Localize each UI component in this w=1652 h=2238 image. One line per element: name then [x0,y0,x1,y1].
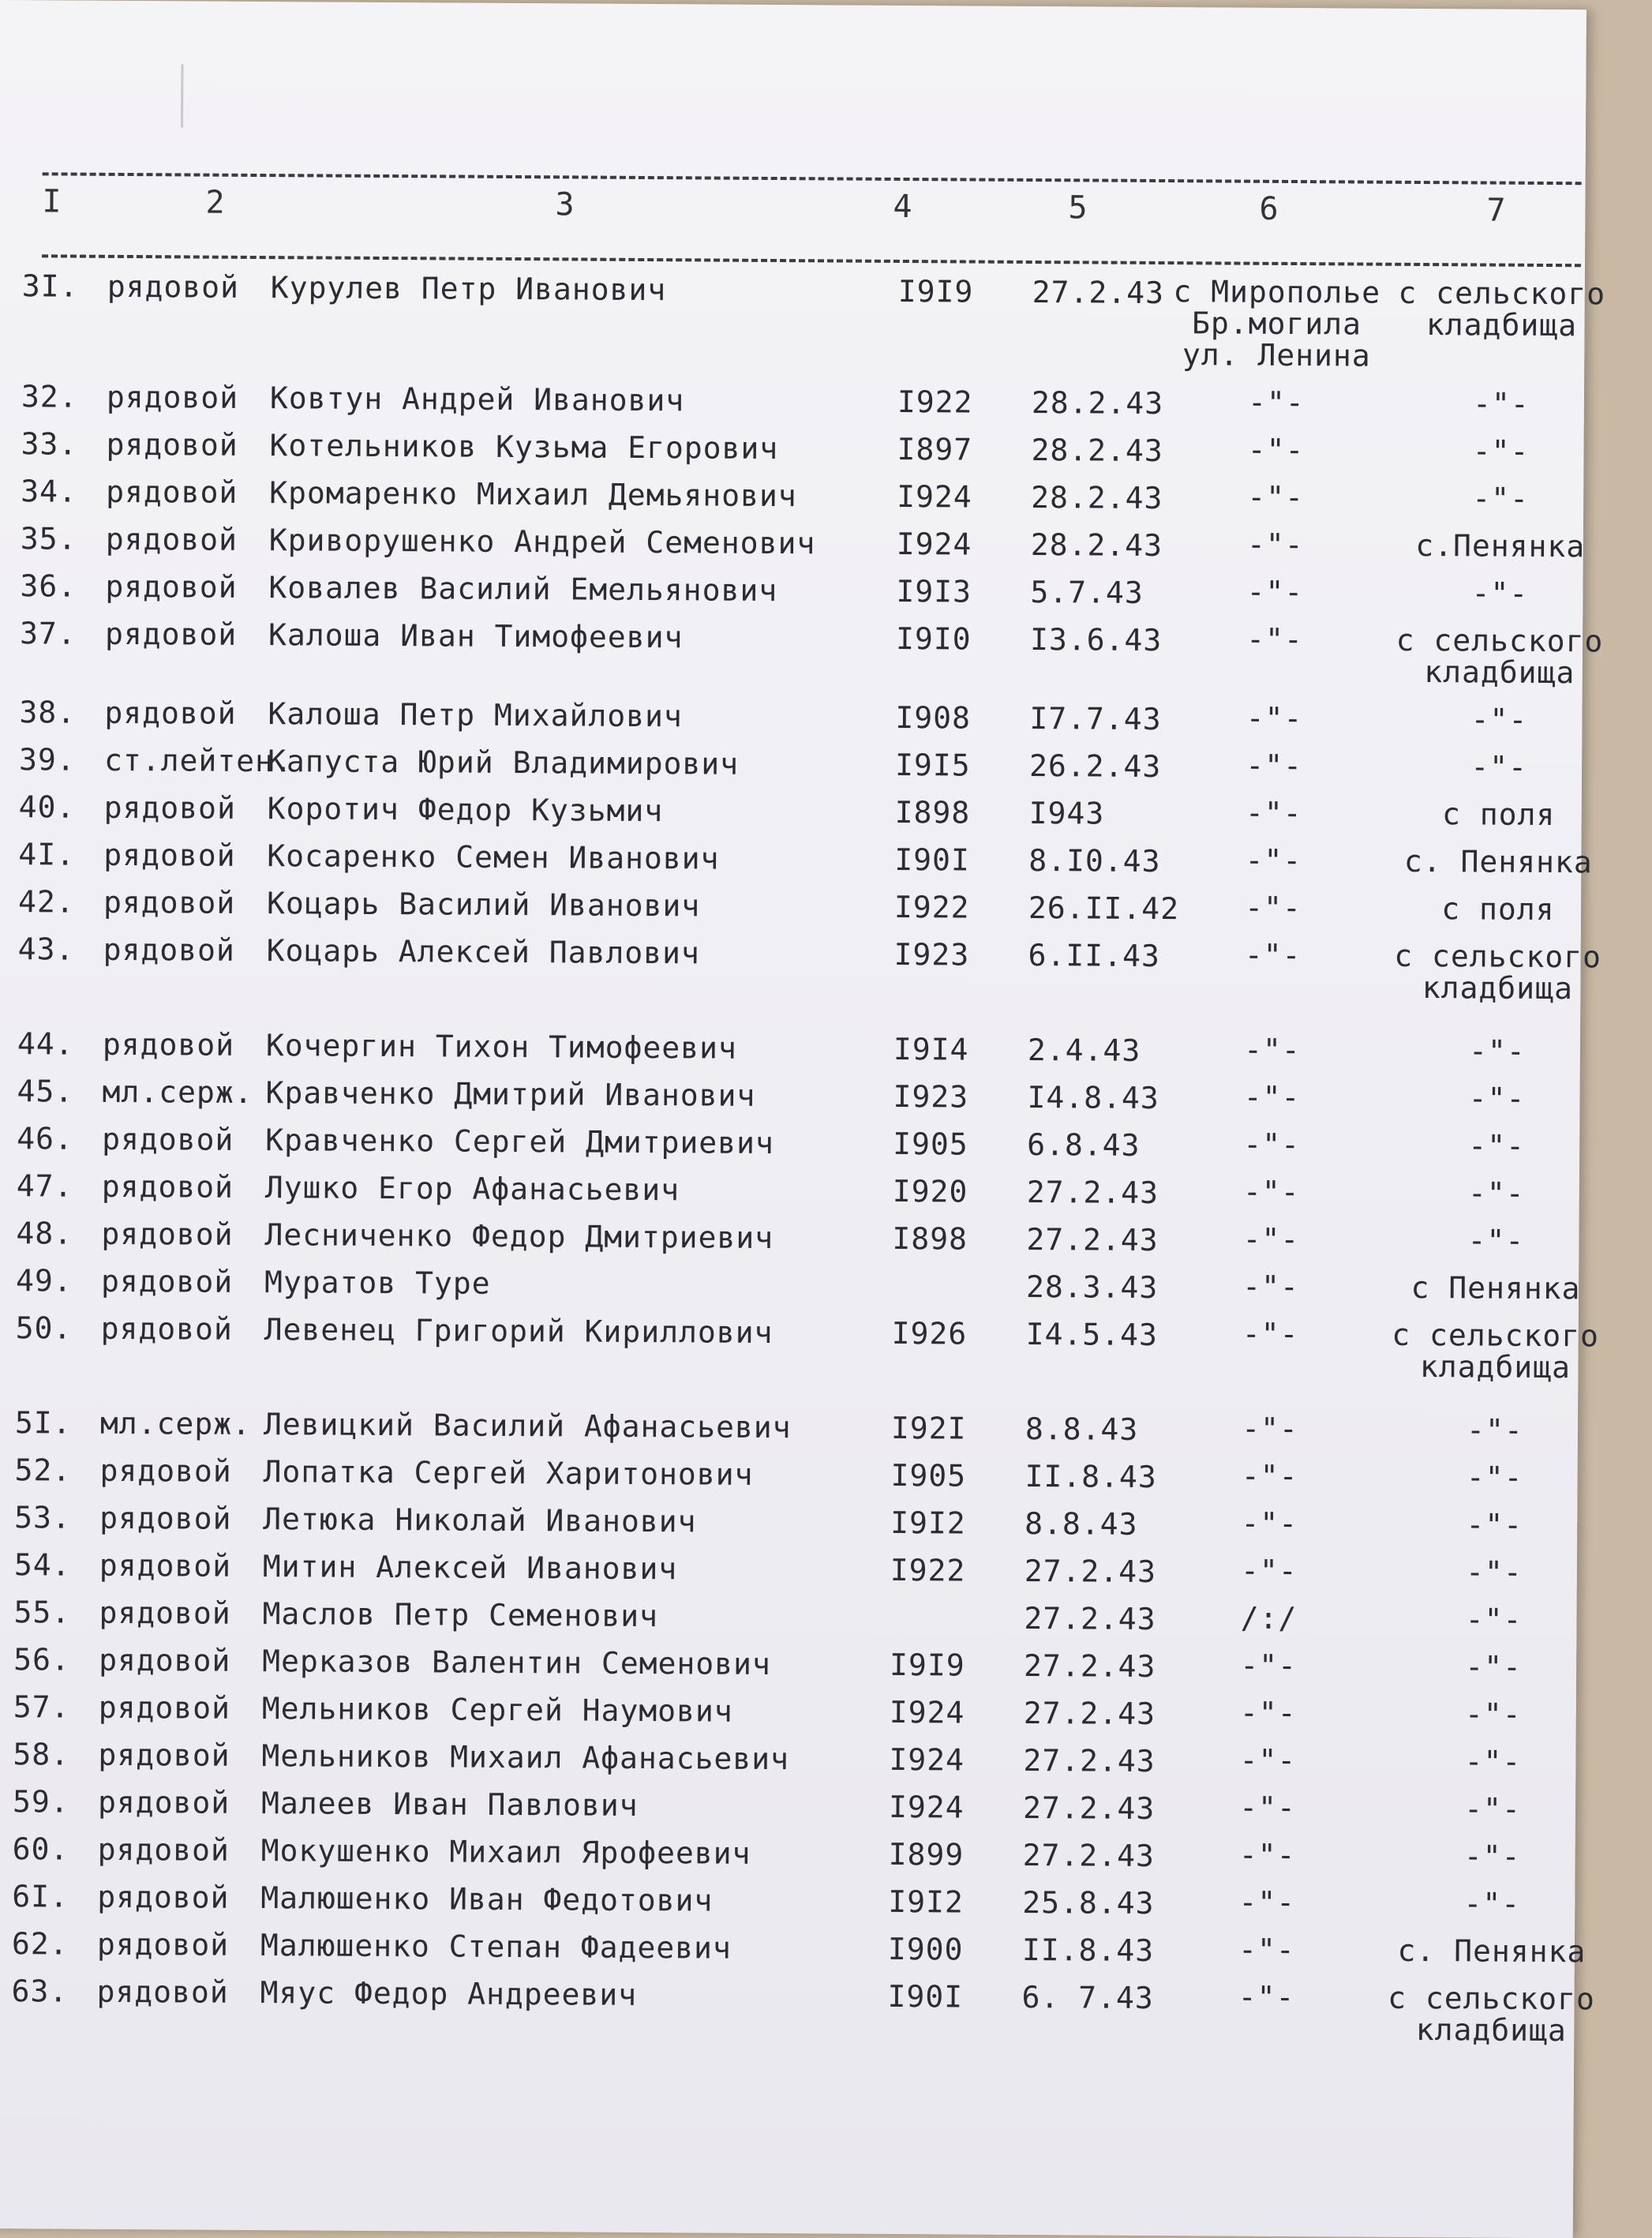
row-full-name: Мокушенко Михаил Ярофеевич [260,1833,751,1871]
row-death-date: I7.7.43 [1029,700,1162,737]
row-number: 34. [21,474,77,509]
row-reburial-from: с сельского кладбища [1398,275,1606,343]
row-death-date: I4.5.43 [1025,1316,1158,1352]
row-death-date: 8.8.43 [1025,1411,1139,1447]
row-full-name: Котельников Кузьма Егорович [269,428,779,467]
row-place-of-burial: -"- [1242,1316,1299,1352]
row-place-of-burial: /:/ [1240,1600,1298,1636]
row-rank: рядовой [103,884,236,920]
row-death-date: 26.2.43 [1028,748,1162,785]
row-place-of-burial: -"- [1246,621,1304,658]
row-full-name: Мяус Федор Андреевич [260,1975,638,2012]
row-death-date: 6. 7.43 [1021,1979,1154,2015]
row-full-name: Митин Алексей Иванович [262,1549,678,1587]
row-reburial-from: -"- [1468,1033,1526,1069]
row-birth-year: I90I [887,1978,964,2015]
row-number: 39. [18,742,76,778]
row-full-name: Коцарь Алексей Павлович [266,933,700,971]
row-rank: рядовой [104,695,237,731]
table-row [0,268,1606,373]
row-birth-year: I9I9 [897,273,974,309]
row-full-name: Кочергин Тихон Тимофеевич [265,1028,737,1066]
row-number: 47. [16,1168,73,1204]
row-rank: рядовой [105,568,238,605]
row-death-date: 28.2.43 [1031,479,1163,516]
row-death-date: 28.2.43 [1031,432,1163,469]
col-header-6: 6 [1259,190,1279,227]
row-rank: рядовой [99,1500,232,1536]
row-full-name: Лесниченко Федор Дмитриевич [264,1217,774,1256]
row-rank: рядовой [103,837,236,873]
row-reburial-from: -"- [1471,575,1529,611]
row-number: 46. [17,1121,73,1156]
row-full-name: Капуста Юрий Владимирович [267,744,740,782]
row-place-of-burial: -"- [1240,1553,1298,1589]
row-reburial-from: -"- [1464,1696,1522,1732]
row-birth-year: I923 [893,936,970,973]
row-full-name: Лушко Егор Афанасьевич [264,1170,680,1208]
row-death-date: I3.6.43 [1029,621,1163,658]
row-full-name: Коцарь Василий Иванович [266,886,701,924]
row-place-of-burial: -"- [1243,1032,1301,1068]
row-full-name: Кравченко Дмитрий Иванович [265,1075,756,1113]
row-place-of-burial: с Мирополье Бр.могила ул. Ленина [1173,274,1381,373]
row-rank: рядовой [102,1121,234,1157]
row-death-date: 27.2.43 [1024,1553,1157,1589]
table-row [0,932,1602,1007]
row-place-of-burial: -"- [1238,1837,1296,1873]
row-reburial-from: с поля [1441,797,1556,833]
row-death-date: II.8.43 [1025,1458,1157,1494]
row-place-of-burial: -"- [1247,432,1305,468]
row-place-of-burial: -"- [1243,1079,1301,1115]
row-number: 48. [16,1216,73,1251]
row-full-name: Мельников Сергей Наумович [261,1691,733,1729]
row-full-name: Левицкий Василий Афанасьевич [263,1407,792,1445]
row-reburial-from: -"- [1468,1081,1526,1116]
row-full-name: Ковалев Василий Емельянович [268,570,778,609]
row-place-of-burial: -"- [1244,937,1302,973]
row-death-date: 27.2.43 [1024,1648,1156,1684]
row-number: 42. [17,884,75,920]
row-place-of-burial: -"- [1238,1979,1295,2015]
row-death-date: 27.2.43 [1026,1221,1159,1258]
row-rank: рядовой [107,268,240,305]
row-reburial-from: -"- [1465,1602,1523,1637]
row-death-date: 27.2.43 [1026,1174,1159,1210]
row-birth-year: I923 [893,1078,969,1115]
row-place-of-burial: -"- [1246,748,1303,784]
row-full-name: Летюка Николай Иванович [263,1501,697,1539]
row-rank: рядовой [99,1453,232,1489]
row-number: 35. [20,521,77,557]
row-number: 56. [13,1642,70,1678]
row-place-of-burial: -"- [1241,1505,1298,1542]
row-place-of-burial: -"- [1245,795,1302,831]
row-birth-year: I924 [889,1741,965,1778]
row-birth-year: I924 [889,1694,965,1730]
row-number: 50. [15,1310,73,1346]
row-rank: рядовой [105,521,238,557]
col-header-1: I [42,183,62,220]
row-place-of-burial: -"- [1238,1932,1295,1968]
row-reburial-from: -"- [1466,1460,1523,1495]
row-reburial-from: -"- [1468,1128,1526,1164]
row-place-of-burial: -"- [1246,527,1304,563]
row-reburial-from: -"- [1472,481,1530,516]
table-row [0,1310,1600,1385]
row-birth-year: I922 [897,384,973,420]
row-reburial-from: -"- [1472,386,1530,422]
row-place-of-burial: -"- [1238,1884,1296,1921]
row-reburial-from: -"- [1466,1507,1523,1543]
row-birth-year: I924 [897,478,972,515]
row-reburial-from: -"- [1472,433,1530,469]
row-birth-year: I9I2 [888,1884,964,1920]
row-number: 44. [17,1026,74,1062]
row-full-name: Лопатка Сергей Харитонович [263,1454,754,1492]
row-rank: рядовой [96,1926,230,1962]
row-reburial-from: -"- [1464,1791,1521,1827]
row-full-name: Малюшенко Иван Федотович [260,1880,714,1918]
row-number: 37. [19,616,77,651]
row-number: 49. [15,1263,73,1299]
row-place-of-burial: -"- [1239,1695,1297,1731]
row-death-date: 28.2.43 [1031,384,1164,422]
row-birth-year: I924 [896,526,972,562]
row-reburial-from: с сельского кладбища [1394,938,1602,1007]
row-birth-year: I922 [893,889,970,925]
row-reburial-from: с поля [1441,891,1555,928]
row-rank: рядовой [99,1642,231,1678]
row-death-date: 27.2.43 [1023,1742,1156,1779]
row-birth-year: I9I5 [894,747,971,783]
row-full-name: Ковтун Андрей Иванович [269,380,685,418]
row-death-date: 6.II.43 [1028,937,1160,974]
row-rank: рядовой [101,1216,234,1252]
row-place-of-burial: -"- [1242,1174,1300,1210]
row-place-of-burial: -"- [1239,1742,1297,1779]
row-reburial-from: -"- [1465,1649,1523,1685]
row-birth-year: I920 [892,1173,968,1209]
row-rank: рядовой [99,1547,232,1584]
col-header-5: 5 [1068,189,1088,227]
row-reburial-from: с. Пенянка [1397,1932,1586,1970]
row-birth-year: I92I [890,1410,967,1446]
col-header-3: 3 [555,186,575,223]
paper-crease [181,64,183,127]
row-reburial-from: с сельского кладбища [1388,1980,1596,2049]
row-rank: мл.серж. [102,1074,253,1110]
row-full-name: Калоша Петр Михайлович [268,696,683,734]
row-death-date: I943 [1028,795,1105,831]
row-number: 53. [14,1500,72,1535]
row-number: 43. [17,932,75,967]
row-place-of-burial: -"- [1246,574,1304,610]
row-reburial-from: -"- [1467,1223,1525,1258]
col-header-4: 4 [893,188,912,226]
row-death-date: 8.I0.43 [1028,842,1161,879]
row-rank: рядовой [103,789,237,826]
row-rank: рядовой [100,1263,234,1299]
row-number: 59. [12,1784,69,1820]
row-full-name: Муратов Туре [264,1265,491,1301]
row-number: 63. [11,1974,69,2009]
row-place-of-burial: -"- [1242,1411,1298,1447]
row-place-of-burial: -"- [1240,1648,1298,1684]
row-full-name: Левенец Григорий Кириллович [264,1312,774,1351]
row-place-of-burial: -"- [1245,890,1302,926]
row-birth-year: I900 [887,1931,964,1967]
row-number: 40. [18,789,76,825]
row-reburial-from: с сельского кладбища [1392,1317,1600,1385]
row-number: 32. [21,379,78,414]
table-row [0,1974,1596,2049]
row-number: 52. [14,1453,72,1488]
row-reburial-from: -"- [1464,1744,1522,1779]
row-birth-year: I926 [891,1315,968,1351]
row-number: 4I. [18,837,76,872]
row-place-of-burial: -"- [1242,1221,1300,1258]
row-death-date: 27.2.43 [1022,1790,1156,1826]
row-birth-year: I9I3 [896,573,972,609]
row-full-name: Маслов Петр Семенович [262,1596,659,1634]
row-rank: рядовой [106,426,238,463]
row-death-date: 2.4.43 [1027,1032,1141,1068]
row-place-of-burial: -"- [1242,1269,1300,1305]
row-reburial-from: -"- [1470,749,1528,785]
row-birth-year: I9I0 [895,620,972,657]
row-reburial-from: с.Пенянка [1415,527,1586,564]
row-full-name: Кромаренко Михаил Демьянович [269,475,797,514]
row-number: 5I. [14,1405,72,1441]
header-top-rule [43,172,1582,185]
row-reburial-from: -"- [1465,1554,1523,1590]
row-death-date: II.8.43 [1021,1932,1155,1968]
row-full-name: Мерказов Валентин Семенович [262,1644,771,1682]
row-reburial-from: -"- [1470,702,1528,737]
row-death-date: 26.II.42 [1028,890,1180,927]
row-reburial-from: -"- [1463,1839,1521,1874]
row-birth-year: I905 [893,1126,968,1162]
row-rank: ст.лейтен. [103,742,294,779]
row-rank: рядовой [96,1974,229,2010]
row-death-date: 28.2.43 [1030,527,1163,564]
row-birth-year: I899 [888,1836,965,1872]
row-reburial-from: -"- [1467,1412,1523,1448]
col-header-2: 2 [205,184,225,221]
row-number: 62. [11,1926,69,1962]
row-death-date: 27.2.43 [1023,1695,1156,1731]
col-header-7: 7 [1486,192,1506,229]
table-row [0,616,1604,691]
row-rank: рядовой [106,379,239,415]
row-number: 58. [13,1737,70,1772]
row-death-date: 25.8.43 [1022,1884,1155,1921]
row-place-of-burial: -"- [1246,700,1303,737]
row-place-of-burial: -"- [1245,842,1302,879]
row-birth-year: I922 [890,1552,966,1588]
row-full-name: Малюшенко Степан Фадеевич [260,1928,732,1966]
row-death-date: 5.7.43 [1030,574,1144,610]
row-full-name: Калоша Иван Тимофеевич [268,617,684,655]
header-bottom-rule [42,254,1581,267]
row-death-date: 27.2.43 [1022,1837,1155,1873]
row-reburial-from: с Пенянка [1410,1269,1581,1306]
row-birth-year: I908 [895,699,972,736]
row-reburial-from: -"- [1463,1886,1521,1921]
row-birth-year: I90I [894,842,971,878]
row-rank: рядовой [99,1595,231,1631]
row-full-name: Коротич Федор Кузьмич [267,791,664,829]
row-birth-year: I924 [888,1789,965,1825]
row-death-date: 28.3.43 [1025,1269,1159,1305]
row-number: 6I. [12,1879,69,1914]
row-death-date: 27.2.43 [1032,274,1165,311]
row-number: 60. [12,1831,69,1867]
row-birth-year: I9I4 [893,1031,969,1067]
row-rank: рядовой [106,474,238,510]
row-number: 36. [20,568,77,604]
row-rank: рядовой [102,1026,235,1063]
row-number: 45. [17,1074,74,1109]
row-number: 33. [21,426,78,462]
row-reburial-from: с. Пенянка [1403,843,1593,880]
row-death-date: I4.8.43 [1027,1079,1159,1115]
row-full-name: Мельников Михаил Афанасьевич [261,1738,790,1777]
row-rank: рядовой [98,1737,230,1773]
row-rank: рядовой [101,1168,234,1205]
row-full-name: Кравченко Сергей Дмитриевич [265,1123,775,1161]
row-rank: рядовой [104,616,238,652]
row-number: 55. [13,1595,71,1630]
row-rank: рядовой [97,1784,230,1820]
row-number: 3I. [21,268,79,304]
row-reburial-from: с сельского кладбища [1395,622,1604,691]
row-reburial-from: -"- [1467,1175,1525,1211]
row-rank: рядовой [100,1310,234,1347]
row-birth-year: I9I2 [890,1505,966,1541]
row-place-of-burial: -"- [1243,1126,1301,1163]
row-rank: рядовой [98,1689,231,1726]
row-rank: рядовой [103,932,235,968]
row-death-date: 6.8.43 [1027,1126,1141,1163]
row-rank: рядовой [97,1879,230,1915]
row-birth-year: I897 [897,431,973,467]
row-number: 57. [13,1689,70,1725]
row-rank: мл.серж. [99,1405,252,1441]
row-full-name: Малеев Иван Павлович [260,1786,639,1823]
row-place-of-burial: -"- [1239,1790,1296,1826]
row-rank: рядовой [97,1831,230,1868]
row-birth-year: I898 [894,794,971,830]
row-number: 54. [13,1547,71,1583]
row-place-of-burial: -"- [1241,1458,1298,1494]
row-birth-year: I9I9 [890,1647,965,1683]
row-place-of-burial: -"- [1247,479,1305,515]
row-place-of-burial: -"- [1247,384,1305,421]
row-full-name: Косаренко Семен Иванович [267,838,720,876]
row-death-date: 8.8.43 [1025,1505,1138,1542]
row-number: 38. [19,695,77,730]
row-full-name: Криворушенко Андрей Семенович [268,523,816,561]
row-birth-year: I905 [890,1457,967,1494]
row-death-date: 27.2.43 [1024,1600,1156,1636]
row-birth-year: I898 [892,1220,968,1257]
row-full-name: Курулев Петр Иванович [270,270,667,308]
